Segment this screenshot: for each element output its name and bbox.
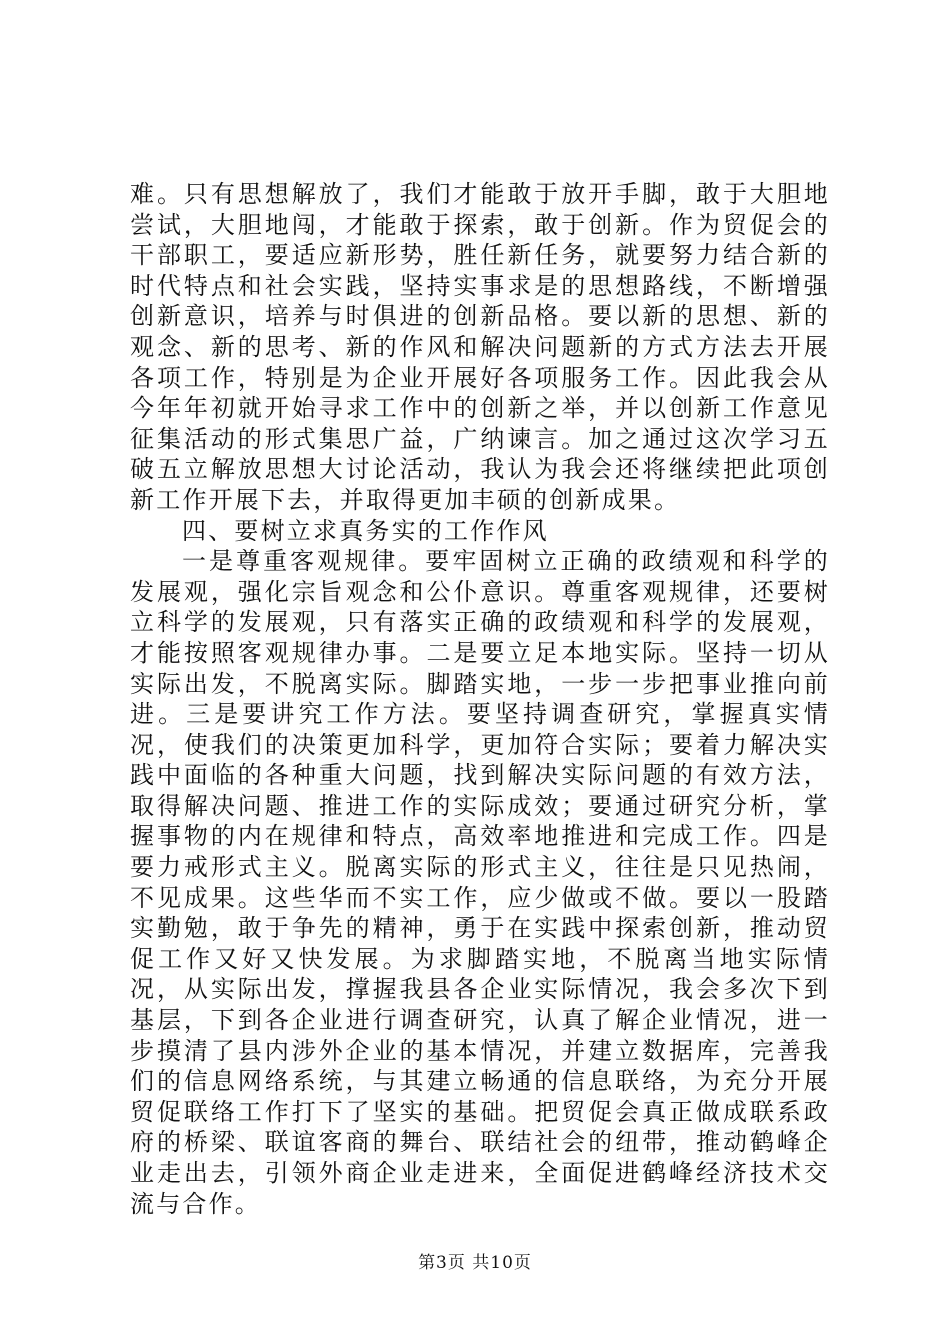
paragraph: 难。只有思想解放了，我们才能敢于放开手脚，敢于大胆地尝试，大胆地闯，才能敢于探索，敢于创新。作为贸促会的干部职工，要适应新形势，胜任新任务，就要努力结合新的时代特点和社会实践，坚持实事求是的思想路线，不断增强创新意识，培养与时俱进的创新品格。要以新的思想、新的观念、新的思考、新的作风和解决问题新的方式方法去开展各项工作，特别是为企业开展好各项服务工作。因此我会从今年年初就开始寻求工作中的创新之举，并以创新工作意见征集活动的形式集思广益，广纳谏言。加之通过这次学习五破五立解放思想大讨论活动，我认为我会还将继续把此项创新工作开展下去，并取得更加丰硕的创新成果。 bbox=[130, 180, 830, 514]
section-heading: 四、要树立求真务实的工作作风 bbox=[182, 516, 549, 545]
page-number-footer: 第3页 共10页 bbox=[418, 1253, 532, 1273]
document-body bbox=[130, 179, 830, 1219]
paragraph: 一是尊重客观规律。要牢固树立正确的政绩观和科学的发展观，强化宗旨观念和公仆意识。尊重客观规律，还要树立科学的发展观，只有落实正确的政绩观和科学的发展观，才能按照客观规律办事。二是要立足本地实际。坚持一切从实际出发，不脱离实际。脚踏实地，一步一步把事业推向前进。三是要讲究工作方法。要坚持调查研究，掌握真实情况，使我们的决策更加科学，更加符合实际；要着力解决实践中面临的各种重大问题，找到解决实际问题的有效方法，取得解决问题、推进工作的实际成效；要通过研究分析，掌握事物的内在规律和特点，高效率地推进和完成工作。四是要力戒形式主义。脱离实际的形式主义，往往是只见热闹，不见成果。这些华而不实工作，应少做或不做。要以一股踏实勤勉，敢于争先的精神，勇于在实践中探索创新，推动贸促工作又好又快发展。为求脚踏实地，不脱离当地实际情况，从实际出发，撑握我县各企业实际情况，我会多次下到基层，下到各企业进行调查研究，认真了解企业情况，进一步摸清了县内涉外企业的基本情况，并建立数据库，完善我们的信息网络系统，与其建立畅通的信息联络，为充分开展贸促联络工作打下了坚实的基础。把贸促会真正做成联系政府的桥梁、联谊客商的舞台、联结社会的纽带，推动鹤峰企业走出去，引领外商企业走进来，全面促进鹤峰经济技术交流与合作。 bbox=[130, 547, 830, 1218]
